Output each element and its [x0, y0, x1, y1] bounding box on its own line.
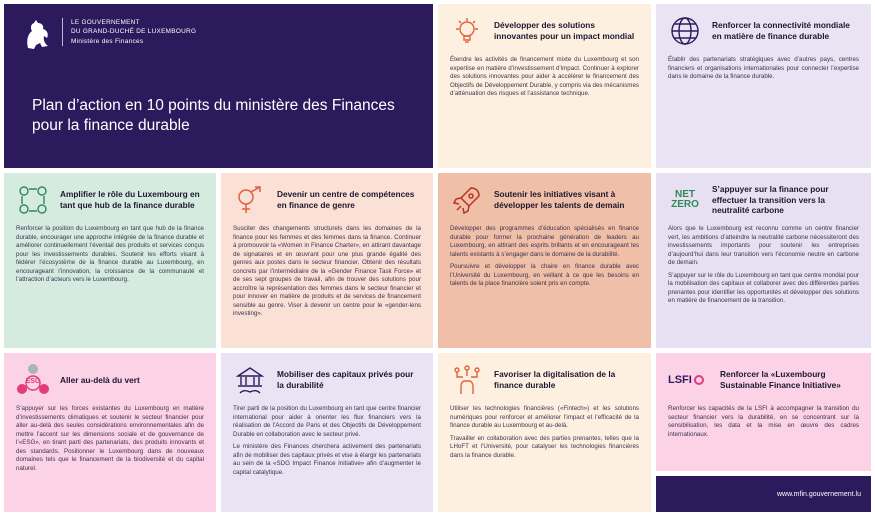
network-cycle-icon — [16, 183, 50, 217]
card-paragraph: Travailler en collaboration avec des parties prenantes, telles que la LHoFT et l’Université, pour catalyser les technologies financières dans la finance durable. — [450, 434, 639, 459]
card-body: Renforcer les capacités de la LSFI à accompagner la transition du secteur financier vers la durabilité, en se concentrant sur la sensibilisation, les data et la mise en œuvre des cadres internationaux. — [668, 405, 859, 438]
card-paragraph: Le ministère des Finances cherchera activement des partenariats afin de mobiliser des capitaux privés et vise à élargir les partenariats au sein de la «SDG Impact Finance Initiative» afin d’augmenter le capital catalytique. — [233, 443, 421, 476]
card-innovative-solutions — [438, 4, 651, 168]
card-private-capital — [221, 353, 433, 512]
net-zero-line-2: ZERO — [671, 199, 699, 210]
gov-line-2: DU GRAND-DUCHÉ DE LUXEMBOURG — [71, 28, 197, 36]
card-body — [233, 405, 421, 477]
card-lsfi — [656, 353, 871, 471]
card-paragraph: Utiliser les technologies financières («Fintech») et les solutions numériques pour renforcer et améliorer l’impact et l’efficacité de la finance durable au Luxembourg et au-delà. — [450, 405, 639, 430]
card-title: Renforcer la «Luxembourg Sustainable Finance Initiative» — [720, 369, 841, 390]
card-paragraph: Tirer parti de la position du Luxembourg en tant que centre financier international pour aider à orienter les flux financiers vers la réalisation de l’Accord de Paris et des Objectifs de Développement Durable en collaboration avec le secteur privé. — [233, 405, 421, 438]
card-body: S’appuyer sur les forces existantes du Luxembourg en matière d’investissements climatiques et soutenir le secteur financier pour aller au-delà des seules considérations environnementales afin de mettre l’accent sur les dimensions sociale et de gouvernance de l’«ESG», en tirant parti des partenariats, des produits innovants et des standards. Positionner le Luxembourg dans de nouveaux domaines tels que le financement de la biodiversité et du capital naturel. — [16, 405, 204, 472]
card-paragraph: Poursuivre et développer la chaire en finance durable avec l’Université du Luxembourg, en veillant à ce que les besoins en talents de la place financière soient pris en compte. — [450, 263, 639, 288]
globe-icon — [668, 14, 702, 48]
card-title: Mobiliser des capitaux privés pour la durabilité — [277, 369, 414, 390]
card-body: Étendre les activités de financement mixte du Luxembourg et son expertise en matière d’investissement d’impact. Continuer à explorer des solutions innovantes pour aider à accélérer le financement des Objectifs de Développement Durable, y compris via des mécanismes d’atténuation des risques et l’assistance technique. — [450, 56, 639, 98]
gov-line-3: Ministère des Finances — [71, 37, 144, 45]
institution-hands-icon — [233, 363, 267, 397]
card-title: Aller au-delà du vert — [60, 374, 140, 385]
lightbulb-icon — [450, 14, 484, 48]
card-paragraph: Alors que le Luxembourg est reconnu comme un centre financier vert, les ambitions d’atteindre la neutralité carbone nécessiteront des investissements importants pour soutenir les entreprises d’aujourd’hui dans leur transition vers l’économie neutre en carbone de demain. — [668, 225, 859, 267]
card-title: Favoriser la digitalisation de la finance durable — [494, 369, 616, 390]
website-link[interactable]: www.mfin.gouvernement.lu — [776, 490, 861, 498]
card-digitalisation — [438, 353, 651, 512]
lsfi-logo-icon — [668, 363, 710, 397]
card-title: Soutenir les initiatives visant à développer les talents de demain — [494, 189, 625, 210]
lsfi-label: LSFI — [668, 374, 692, 386]
card-paragraph: Développer des programmes d’éducation spécialisés en finance durable pour former la prochaine génération de leaders au Luxembourg, en attirant des esprits brillants et en encourageant les talents existants à s’engager dans le domaine de la durabilité. — [450, 225, 639, 258]
card-gender-finance — [221, 173, 433, 348]
lion-crest-icon — [22, 18, 52, 52]
card-body: Établir des partenariats stratégiques avec d’autres pays, centres financiers et organisations internationales pour connecter l’expertise dans le domaine de la finance durable. — [668, 56, 859, 81]
page-title: Plan d’action en 10 points du ministère des Finances pour la finance durable — [32, 97, 395, 134]
net-zero-line-1: NET — [675, 189, 695, 200]
footer-bar — [656, 476, 871, 512]
card-title: Devenir un centre de compétences en finance de genre — [277, 189, 415, 210]
card-beyond-green — [4, 353, 216, 512]
card-title: Renforcer la connectivité mondiale en matière de finance durable — [712, 20, 850, 41]
card-paragraph: S’appuyer sur le rôle du Luxembourg en tant que centre mondial pour la mobilisation des capitaux et collaborer avec des différentes parties prenantes pour identifier les opportunités et développer des solutions en matière de financement de la transition. — [668, 271, 859, 305]
card-body: Susciter des changements structurels dans les domaines de la finance pour les femmes et des femmes dans la finance. Continuer à promouvoir la «Women in Finance Charter», en attirant davantage de signataires et en œuvrant pour une plus grande égalité des genres aux postes dans le secteur financier. Obtenir des résultats concrets par l’intermédiaire de la «Gender Finance Task Force» et de ses sept groupes de travail, afin de trouver des solutions pour accroître la représentation des femmes dans le secteur financier et pour innover en matière de produits et de services de financement sensible au genre. Viser à devenir un centre pour le «gender-lens investing». — [233, 225, 421, 318]
card-body — [668, 225, 859, 306]
card-title: S’appuyer sur la finance pour effectuer la transition vers la neutralité carbone — [712, 183, 829, 216]
esg-icon — [16, 363, 50, 397]
card-body — [450, 225, 639, 289]
gender-symbol-icon — [233, 183, 267, 217]
gov-line-1: LE GOUVERNEMENT — [71, 19, 140, 26]
card-body — [450, 405, 639, 460]
card-global-connectivity — [656, 4, 871, 168]
net-zero-icon — [668, 183, 702, 217]
card-talents — [438, 173, 651, 348]
government-logo — [22, 18, 415, 52]
digital-hand-icon — [450, 363, 484, 397]
card-net-zero — [656, 173, 871, 348]
card-body: Renforcer la position du Luxembourg en tant que hub de la finance durable, encourager une approche intégrée de la finance durable et améliorer continuellement l’éventail des produits et services conçus pour les investissements durables. Soutenir les efforts visant à fédérer l’écosystème de la finance durable au Luxembourg, en encourageant l’innovation, la croissance de la communauté et l’attraction d’acteurs vers le Luxembourg. — [16, 225, 204, 284]
card-title: Développer des solutions innovantes pour un impact mondial — [494, 20, 635, 41]
card-hub — [4, 173, 216, 348]
esg-label: ESG — [25, 378, 41, 385]
rocket-icon — [450, 183, 484, 217]
hero-panel — [4, 4, 433, 168]
card-title: Amplifier le rôle du Luxembourg en tant que hub de la finance durable — [60, 189, 200, 210]
government-name — [62, 18, 196, 46]
